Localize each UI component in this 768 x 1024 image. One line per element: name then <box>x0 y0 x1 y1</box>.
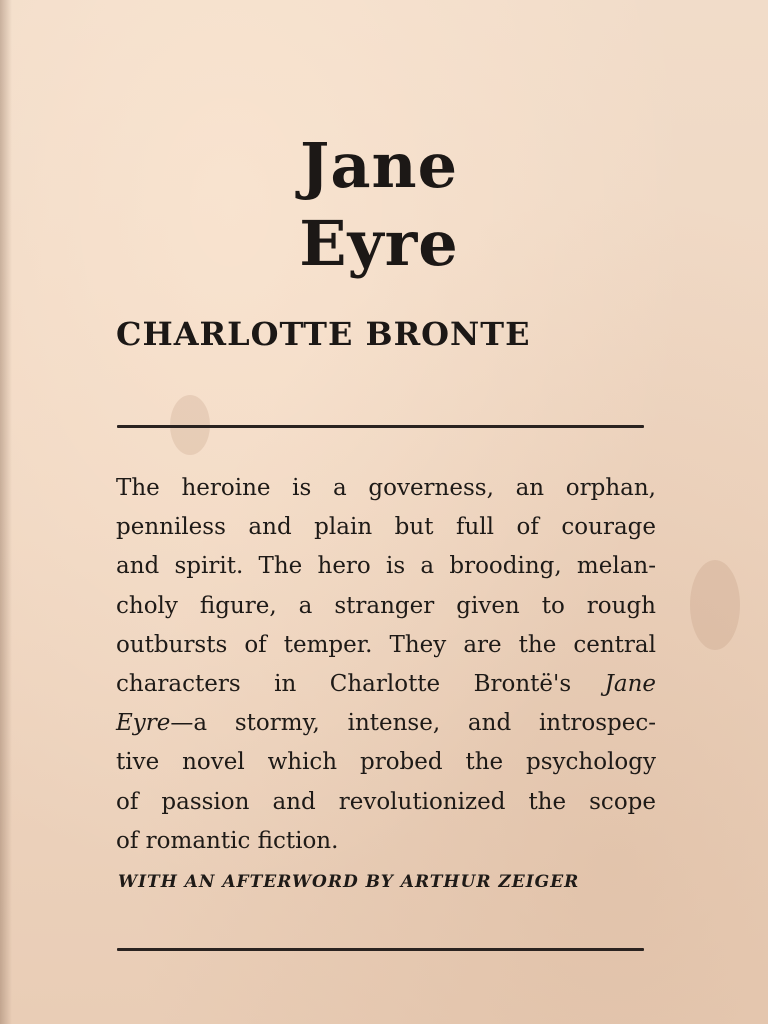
blurb-text: characters in Charlotte Brontë's <box>116 671 572 698</box>
bottom-divider-rule <box>117 948 644 951</box>
blurb-line: The heroine is a governess, an orphan, <box>116 475 656 501</box>
blurb-title-italic: Eyre <box>116 710 171 737</box>
book-title-line-2: Eyre <box>299 207 459 280</box>
blurb-line: of romantic fiction. <box>116 827 339 854</box>
blurb-line: of passion and revolutionized the scope <box>116 788 656 815</box>
book-title-line-1: Jane <box>299 129 459 202</box>
blurb-line: penniless and plain but full of courage <box>116 514 656 541</box>
blurb-title-italic: Jane <box>604 671 656 698</box>
blurb-line: choly figure, a stranger given to rough <box>116 592 656 619</box>
blurb-line <box>116 704 656 743</box>
blurb-line: and spirit. The hero is a brooding, melan- <box>116 553 656 580</box>
author-name: CHARLOTTE BRONTE <box>116 315 531 353</box>
blurb-line: outbursts of temper. They are the central <box>116 631 656 658</box>
book-blurb <box>116 469 656 861</box>
blurb-line <box>116 665 656 704</box>
paper-stain <box>690 560 740 650</box>
afterword-credit: WITH AN AFTERWORD BY ARTHUR ZEIGER <box>118 872 580 892</box>
top-divider-rule <box>117 425 644 428</box>
blurb-text: —a stormy, intense, and introspec- <box>170 710 656 737</box>
blurb-line: tive novel which probed the psychology <box>116 749 656 776</box>
